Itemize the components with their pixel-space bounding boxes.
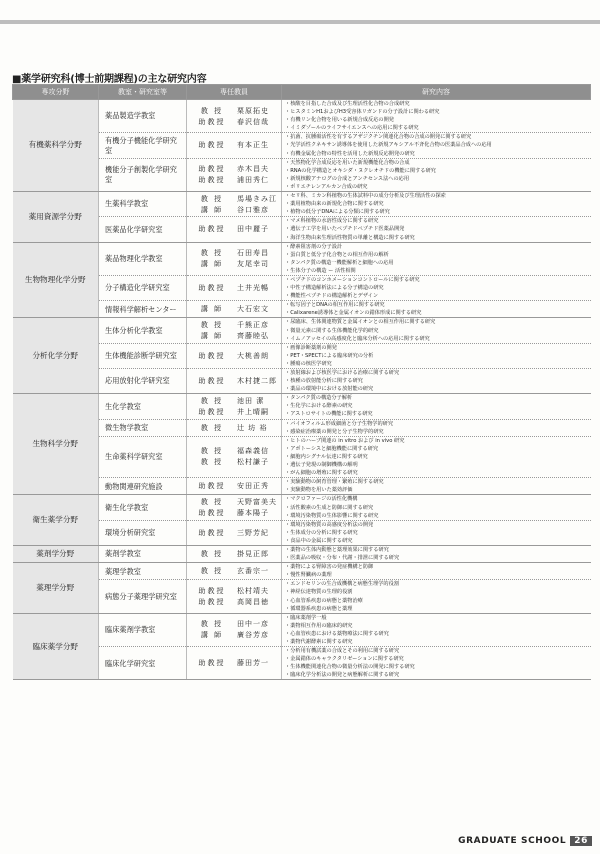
staff-name: 掛見正郎	[237, 550, 269, 559]
staff-name: 大石宏文	[237, 305, 269, 314]
column-header: 専任教員	[187, 85, 282, 100]
research-topic: ・環境汚染物質の高感度分析法の開発	[285, 521, 374, 528]
table-row	[13, 419, 591, 436]
table-row	[13, 563, 591, 580]
research-topic: ・バイオフィルム形成細菌と分子生物学的研究	[285, 420, 394, 427]
field-name: 臨床薬学分野	[13, 613, 99, 680]
research-topic: ・心血管系疾患の病態と薬物治療	[285, 597, 363, 604]
research-topics	[282, 242, 591, 275]
table-row	[13, 394, 591, 419]
staff-row	[187, 331, 281, 342]
staff-position: 教 授	[200, 498, 224, 506]
staff-position: 教 授	[200, 447, 224, 456]
staff-row	[187, 527, 281, 538]
research-topic: ・核種の放射能分析に関する研究	[285, 378, 363, 385]
lab-name: 薬品物理化学教室	[99, 242, 187, 275]
lab-name: 分子構造化学研究室	[99, 275, 187, 300]
research-topic: ・細胞内シグナル伝達に関する研究	[285, 453, 368, 460]
research-topics	[282, 647, 591, 680]
staff-name: 谷口雅彦	[237, 205, 269, 214]
staff-cell	[187, 192, 282, 217]
research-topic: ・ヒスタミンH1およびH3受容体リガンドの分子設計に関わる研究	[285, 109, 440, 116]
staff-cell	[187, 275, 282, 300]
staff-cell	[187, 419, 282, 436]
research-topic: ・薬物の生体内動態と薬理効果に関する研究	[285, 546, 389, 553]
staff-name: 千熊正彦	[237, 321, 269, 330]
staff-cell	[187, 133, 282, 158]
staff-name: 廣谷芳彦	[237, 631, 269, 640]
staff-cell	[187, 436, 282, 477]
staff-position: 助教授	[198, 351, 226, 360]
lab-name: 動物関連研究施設	[99, 478, 187, 495]
research-topic: ・酵素阻害剤の分子設計	[285, 243, 343, 250]
research-topic: ・活性酸素の生成と防御に関する研究	[285, 504, 374, 511]
table-row	[13, 545, 591, 562]
staff-name: 三野芳紀	[237, 528, 269, 537]
lab-name: 生化学教室	[99, 394, 187, 419]
staff-name: 田中麗子	[237, 225, 269, 234]
staff-cell	[187, 318, 282, 343]
research-topics	[282, 100, 591, 133]
research-topic: ・イムノアッセイの高感度化と臨床分析への応用に関する研究	[285, 335, 430, 342]
staff-name: 高岡昌徳	[237, 597, 269, 606]
field-name: 生物科学分野	[13, 394, 99, 495]
field-name: 生物物理化学分野	[13, 242, 99, 318]
staff-position: 助教授	[198, 407, 226, 416]
staff-name: 藤田芳一	[237, 659, 269, 668]
research-topic: ・心血管疾患における薬物療法に関する研究	[285, 630, 389, 637]
research-topic: ・マメ科植物の水溶性成分に関する研究	[285, 218, 379, 225]
staff-row	[187, 597, 281, 608]
staff-position: 教 授	[200, 567, 224, 576]
staff-row	[187, 457, 281, 468]
research-topic: ・神経伝達物質の生理的役割	[285, 589, 353, 596]
staff-row	[187, 422, 281, 433]
staff-row	[187, 619, 281, 630]
staff-name: 赤木昌夫	[237, 165, 269, 174]
staff-name: 春沢信哉	[237, 117, 269, 126]
lab-name: 生体機能診断学研究室	[99, 343, 187, 368]
research-topic: ・微量元素に関する生体機能化学的研究	[285, 327, 379, 334]
table-row	[13, 613, 591, 646]
staff-position: 教 授	[200, 423, 224, 432]
lab-name: 環境分析研究室	[99, 520, 187, 545]
research-topics	[282, 563, 591, 580]
research-topics	[282, 394, 591, 419]
research-topic: ・アポトーシスと細胞機能に関する研究	[285, 445, 379, 452]
research-topic: ・環境汚染物質の生体影響に関する研究	[285, 512, 379, 519]
staff-position: 助教授	[198, 659, 226, 668]
footer-label: GRADUATE SCHOOL	[458, 836, 567, 846]
research-topic: ・核酸を目指した合成及び生理活性化合物の合成研究	[285, 101, 410, 107]
research-topics	[282, 192, 591, 217]
staff-position: 助教授	[198, 528, 226, 537]
research-topic: ・タンパク質の構造一機能解析と細胞への応用	[285, 259, 394, 266]
lab-name: 薬理学教室	[99, 563, 187, 580]
research-topics	[282, 478, 591, 495]
table-body	[13, 100, 591, 680]
research-topics	[282, 580, 591, 613]
staff-position: 教 授	[200, 249, 224, 258]
research-topic: ・Calixarene誘導体と金属イオンの錯体形成に関する研究	[285, 310, 422, 317]
staff-row	[187, 193, 281, 204]
staff-position: 講 師	[200, 305, 224, 314]
staff-row	[187, 350, 281, 361]
staff-position: 講 師	[200, 205, 224, 214]
staff-position: 助教授	[198, 597, 226, 606]
staff-position: 教 授	[200, 458, 224, 467]
staff-row	[187, 204, 281, 215]
staff-position: 助教授	[198, 176, 226, 185]
research-topic: ・分析用有機試薬の合成とその利用に関する研究	[285, 648, 400, 655]
staff-row	[187, 481, 281, 492]
research-topics	[282, 275, 591, 300]
research-topics	[282, 545, 591, 562]
staff-row	[187, 446, 281, 457]
staff-row	[187, 658, 281, 669]
staff-name: 松村靖夫	[237, 586, 269, 595]
staff-name: 藤本陽子	[237, 509, 269, 517]
research-topics	[282, 133, 591, 158]
staff-cell	[187, 495, 282, 520]
table-row	[13, 158, 591, 191]
table-row	[13, 436, 591, 477]
staff-position: 助教授	[198, 377, 226, 386]
table-row	[13, 478, 591, 495]
research-table	[12, 84, 591, 680]
table-row	[13, 520, 591, 545]
staff-row	[187, 116, 281, 127]
research-topic: ・遺伝子工学を用いたペプチドペプチド医薬品開発	[285, 226, 405, 233]
staff-position: 教 授	[200, 194, 224, 203]
staff-row	[187, 320, 281, 331]
research-topic: ・セリ科、ミカン科植物の生体試料中の成分分析及び生理活性の探索	[285, 193, 446, 200]
lab-name: 応用放射化学研究室	[99, 369, 187, 394]
research-topic: ・薬用植物由来の新規化合物に関する研究	[285, 201, 384, 208]
staff-row	[187, 549, 281, 560]
staff-row	[187, 376, 281, 387]
table-row	[13, 100, 591, 133]
staff-cell	[187, 217, 282, 242]
staff-name: 池田 潔	[237, 396, 265, 405]
research-topic: ・実験動物を用いた薬効評価	[285, 487, 353, 494]
research-topic: ・蛋白質と低分子化合物との相互作用の解析	[285, 251, 389, 258]
staff-name: 福森義信	[237, 447, 269, 456]
column-header: 専攻分野	[13, 85, 99, 100]
lab-name: 薬剤学教室	[99, 545, 187, 562]
staff-row	[187, 175, 281, 186]
staff-name: 安田正秀	[237, 482, 269, 491]
research-topic: ・放射線および核医学における治療に関する研究	[285, 370, 400, 376]
staff-row	[187, 566, 281, 577]
staff-row	[187, 630, 281, 641]
research-topic: ・薬品の環境中における放射能の研究	[285, 386, 374, 393]
research-topic: ・光学活性クネキサン誘導体を使用した新規アキシアル不斉化合物の医薬品合成への応用	[285, 142, 492, 149]
table-row	[13, 580, 591, 613]
staff-position: 助教授	[198, 141, 226, 150]
staff-name: 木村捷二郎	[237, 377, 277, 386]
staff-cell	[187, 158, 282, 191]
table-row	[13, 495, 591, 520]
table-row	[13, 192, 591, 217]
table-header-row	[13, 85, 591, 100]
staff-position: 助教授	[198, 509, 226, 517]
staff-position: 助教授	[198, 284, 226, 293]
research-topics	[282, 343, 591, 368]
research-topic: ・ペプチドのコンホメーションコントロールに関する研究	[285, 276, 420, 283]
table-row	[13, 217, 591, 242]
staff-cell	[187, 478, 282, 495]
staff-cell	[187, 394, 282, 419]
staff-name: 辻 坊 裕	[237, 423, 268, 432]
lab-name: 有機分子機能化学研究室	[99, 133, 187, 158]
staff-cell	[187, 242, 282, 275]
table-row	[13, 318, 591, 343]
staff-cell	[187, 301, 282, 318]
research-topics	[282, 436, 591, 477]
staff-cell	[187, 545, 282, 562]
lab-name: 臨床化学研究室	[99, 647, 187, 680]
research-topics	[282, 301, 591, 318]
lab-name: 情報科学解析センター	[99, 301, 187, 318]
research-topic: ・抗菌、抗腫瘍活性を有するアザジクチン関連化合物の合成の開発に関する研究	[285, 134, 472, 141]
column-header: 研究内容	[282, 85, 591, 100]
research-topics	[282, 495, 591, 520]
lab-name: 微生物学教室	[99, 419, 187, 436]
research-topic: ・ヒトのハーブ関連の in vitro および in vivo 研究	[285, 437, 405, 444]
staff-position: 助教授	[198, 482, 226, 491]
research-topic: ・臨床薬剤学一般	[285, 614, 327, 621]
staff-row	[187, 497, 281, 508]
research-topic: ・腫瘍の核医学研究	[285, 360, 332, 367]
staff-cell	[187, 369, 282, 394]
research-topics	[282, 318, 591, 343]
footer	[458, 836, 592, 846]
staff-position: 教 授	[200, 620, 224, 629]
research-topic: ・マクロファージの活性化機構	[285, 496, 358, 503]
column-header: 教室・研究室等	[99, 85, 187, 100]
staff-name: 有本正生	[237, 141, 269, 150]
research-topic: ・有機金属化合物の特性を活用した新規反応開発の研究	[285, 150, 415, 157]
staff-row	[187, 259, 281, 270]
staff-row	[187, 224, 281, 235]
lab-name: 薬品製造学教室	[99, 100, 187, 133]
staff-name: 齊藤睦弘	[237, 332, 269, 341]
field-name: 薬用資源学分野	[13, 192, 99, 243]
staff-row	[187, 283, 281, 294]
research-topic: ・PET・SPECTによる臨床研究の分析	[285, 352, 374, 359]
research-topics	[282, 369, 591, 394]
staff-cell	[187, 520, 282, 545]
research-topic: ・臨床化学分析法の開発と病態解析に関する研究	[285, 672, 400, 679]
research-topics	[282, 520, 591, 545]
table-row	[13, 369, 591, 394]
staff-row	[187, 105, 281, 116]
research-topic: ・金属錯体のキャラクタリゼーションに関する研究	[285, 656, 404, 663]
field-name: 薬理学分野	[13, 563, 99, 614]
staff-position: 講 師	[200, 260, 224, 269]
staff-position: 教 授	[200, 550, 224, 559]
research-topic: ・生体機能関連化合物の微量分析法の開発に関する研究	[285, 664, 415, 671]
research-topic: ・エンドセリンの生合成機構と病態生理学的役割	[285, 581, 399, 588]
research-topic: ・生体成分の分析に関する研究	[285, 529, 358, 536]
table-row	[13, 301, 591, 318]
research-topic: ・遺伝子発現の制御機構の解明	[285, 462, 358, 469]
staff-name: 井上晴嗣	[237, 407, 269, 416]
research-topic: ・生体分子の構造 ー 活性相関	[285, 267, 356, 274]
staff-name: 松村謙子	[237, 458, 269, 467]
research-topic: ・機能性ペプチドの構造解析とデザイン	[285, 293, 379, 300]
staff-position: 助教授	[198, 117, 226, 126]
research-topic: ・有機リン化合物を用いる新規合成反応の開発	[285, 117, 394, 124]
staff-position: 講 師	[200, 332, 224, 341]
field-name: 薬剤学分野	[13, 545, 99, 562]
research-topic: ・天然物化学合成反応を用いた新規機能化合物の合成	[285, 159, 410, 166]
research-topics	[282, 158, 591, 191]
research-topics	[282, 217, 591, 242]
staff-name: 浦田秀仁	[237, 176, 269, 185]
page-number: 26	[570, 836, 592, 846]
research-topic: ・慢性腎臓病の薬理	[285, 572, 332, 579]
lab-name: 臨床薬剤学教室	[99, 613, 187, 646]
research-topic: ・アストロサイトの機能に関する研究	[285, 411, 373, 418]
section-title-text: ■薬学研究科(博士前期課程)の主な研究内容	[12, 74, 207, 85]
field-name: 有機薬科学分野	[13, 100, 99, 192]
research-topic: ・ポリエチレンアルカン合成の研究	[285, 183, 368, 190]
staff-position: 助教授	[198, 165, 226, 174]
field-name: 分析化学分野	[13, 318, 99, 394]
lab-name: 生命薬科学研究室	[99, 436, 187, 477]
staff-position: 助教授	[198, 586, 226, 595]
research-topic: ・食品中の金属に関する研究	[285, 537, 353, 544]
staff-position: 助教授	[198, 225, 226, 234]
table-row	[13, 242, 591, 275]
staff-cell	[187, 100, 282, 133]
staff-name: 友尾幸司	[237, 260, 269, 269]
staff-cell	[187, 343, 282, 368]
staff-cell	[187, 563, 282, 580]
page-title	[12, 70, 206, 85]
staff-name: 馬場きみ江	[237, 194, 277, 203]
staff-row	[187, 164, 281, 175]
research-topic: ・中性子構造解析法による分子構造の研究	[285, 285, 384, 292]
staff-position: 教 授	[200, 106, 224, 115]
lab-name: 生薬科学教室	[99, 192, 187, 217]
header-rule	[0, 20, 600, 24]
research-topic: ・薬物による腎障害の発症機構と防御	[285, 564, 374, 571]
research-topic: ・海洋生物由来生理活性物質の単離と構造に関する研究	[285, 234, 415, 241]
research-topic: ・イミダゾールのライフサイエンスへの応用に関する研究	[285, 125, 419, 132]
staff-position: 教 授	[200, 321, 224, 330]
staff-row	[187, 140, 281, 151]
staff-name: 玄番宗一	[237, 567, 269, 576]
research-topic: ・薬物相互作用の臨床的研究	[285, 622, 353, 629]
research-topic: ・RNAの化学構造とオキシダ・ヌクレオチドの機能に関する研究	[285, 167, 436, 174]
lab-name: 生体分析化学教室	[99, 318, 187, 343]
staff-cell	[187, 613, 282, 646]
table-row	[13, 133, 591, 158]
staff-name: 田中一彦	[237, 620, 269, 629]
research-topic: ・医薬品の吸収・分布・代謝・排泄に関する研究	[285, 555, 400, 562]
staff-row	[187, 406, 281, 417]
lab-name: 医薬品化学研究室	[99, 217, 187, 242]
research-topic: ・生化学における酵素の研究	[285, 403, 353, 410]
research-topic: ・がん細胞の増殖に関する研究	[285, 470, 358, 477]
research-topic: ・新規核酸アナログの合成とアンチセンス法への応用	[285, 175, 410, 182]
staff-name: 天野富美夫	[237, 498, 277, 506]
staff-name: 土井光暢	[237, 284, 269, 293]
lab-name: 機能分子創製化学研究室	[99, 158, 187, 191]
staff-cell	[187, 580, 282, 613]
research-topics	[282, 613, 591, 646]
staff-row	[187, 395, 281, 406]
staff-name: 石田寿昌	[237, 249, 269, 258]
staff-position: 教 授	[200, 396, 224, 405]
staff-name: 栗原拓史	[237, 106, 269, 115]
research-topic: ・画像診断薬剤の開発	[285, 344, 337, 351]
staff-cell	[187, 647, 282, 680]
research-topic: ・実験動物の飼育管理・繁殖に関する研究	[285, 479, 384, 486]
research-topic: ・感染症治療薬の開発と分子生物学的研究	[285, 428, 384, 435]
field-name: 衛生薬学分野	[13, 495, 99, 546]
research-topic: ・循環器系疾患の病態と薬理	[285, 605, 353, 612]
lab-name: 病態分子薬理学研究室	[99, 580, 187, 613]
research-topic: ・尿臨床、生体関連物質と金属イオンとの相互作用に関する研究	[285, 319, 436, 326]
research-topics	[282, 419, 591, 436]
research-topic: ・植物の低分子DNAによる分類に関する研究	[285, 209, 390, 216]
research-topic: ・転写因子とDNAの相互作用に関する研究	[285, 302, 385, 309]
staff-name: 大桃善朗	[237, 351, 269, 360]
research-topic: ・タンパク質の構造分子解析	[285, 395, 353, 402]
lab-name: 衛生化学教室	[99, 495, 187, 520]
table-row	[13, 343, 591, 368]
staff-row	[187, 248, 281, 259]
staff-position: 講 師	[200, 631, 224, 640]
table-row	[13, 647, 591, 680]
staff-row	[187, 586, 281, 597]
table-row	[13, 275, 591, 300]
staff-row	[187, 304, 281, 315]
research-topic: ・薬物代謝酵素に関する研究	[285, 639, 353, 645]
staff-row	[187, 508, 281, 519]
